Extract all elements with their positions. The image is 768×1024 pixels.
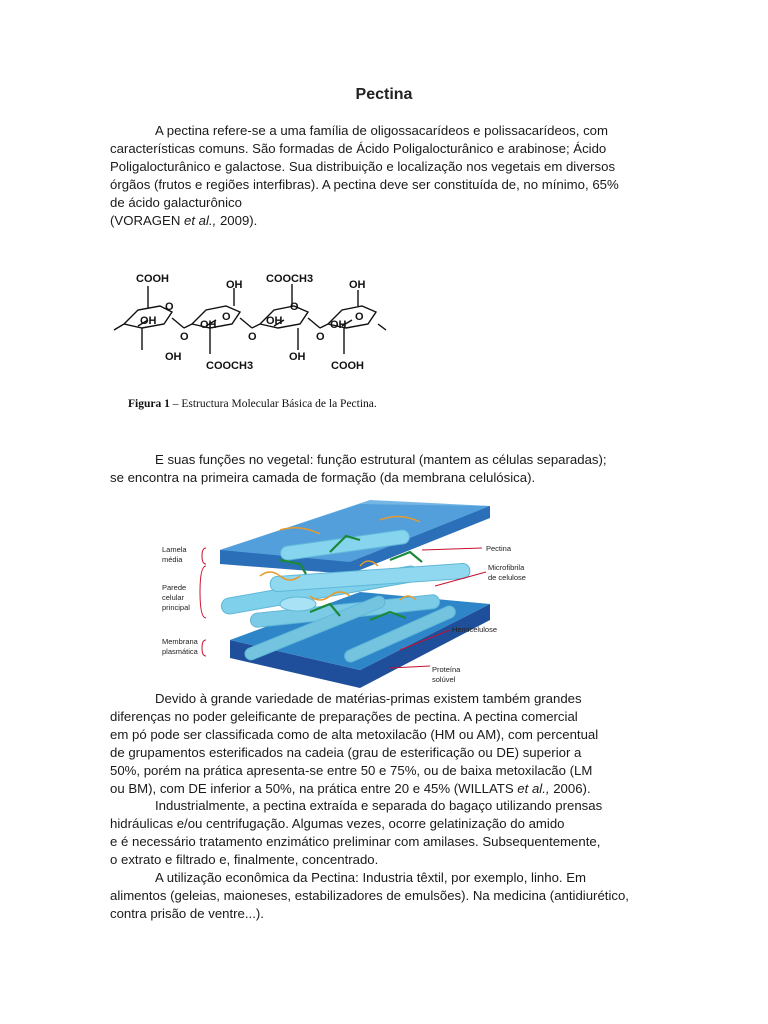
text-line: em pó pode ser classificada como de alta metoxilacão (HM ou AM), com percentual [110, 726, 599, 742]
ring-oxygen-label: O [165, 301, 174, 313]
text-line: órgãos (frutos e regiões interfibras). A pectina deve ser constituída de, no mínimo, 65% [110, 176, 619, 192]
label-middle-lamella: Lamela [162, 545, 187, 554]
cooh-label: COOH [331, 360, 364, 372]
text-line: de ácido galacturônico [110, 194, 242, 210]
citation-author: (VORAGEN [110, 212, 185, 228]
text-line: o extrato e filtrado e, finalmente, concentrado. [110, 852, 379, 868]
link-oxygen-label: O [316, 331, 325, 343]
text-line: Industrialmente, a pectina extraída e separada do bagaço utilizando prensas [155, 798, 603, 814]
oh-label: OH [330, 319, 347, 331]
text-line: e é necessário tratamento enzimático preliminar com amilases. Subsequentemente, [110, 834, 601, 850]
figure-number: Figura 1 [128, 398, 170, 410]
text-line: hidráulicas e/ou centrifugação. Algumas vezes, ocorre gelatinização do amido [110, 816, 565, 832]
figure-caption [128, 398, 377, 410]
figure-caption-text: – Estructura Molecular Básica de la Pectina. [169, 398, 377, 410]
oh-label: OH [140, 315, 157, 327]
text-line: Devido à grande variedade de matérias-primas existem também grandes [155, 691, 582, 706]
label-cellulose-microfibril: Microfibrila [488, 563, 525, 572]
citation-line [110, 780, 670, 798]
text-line: contra prisão de ventre...). [110, 905, 264, 921]
oh-label: OH [349, 279, 366, 291]
cell-wall-diagram [160, 500, 560, 690]
label-primary-wall: principal [162, 603, 190, 612]
pectin-structure-figure [108, 262, 398, 374]
ring-oxygen-label: O [355, 311, 364, 323]
text-line: características comuns. São formadas de Ácido Poligalocturânico e arabinose; Ácido [110, 140, 607, 156]
oh-label: OH [266, 315, 283, 327]
page-title: Pectina [355, 86, 413, 103]
citation-year: 2006). [549, 780, 591, 796]
functions-paragraph [110, 451, 670, 487]
ring-oxygen-label: O [290, 301, 299, 313]
text-line: de grupamentos esterificados na cadeia (grau de esterificação ou DE) superior a [110, 744, 582, 760]
label-plasma-membrane: plasmática [162, 647, 198, 656]
oh-label: OH [200, 319, 217, 331]
text-line: alimentos (geleias, maioneses, estabilizadores de emulsões). Na medicina (antidiurético, [110, 887, 629, 903]
citation-etal: et al., [517, 780, 550, 796]
oh-label: OH [165, 351, 182, 363]
text-line: A utilização econômica da Pectina: Industria têxtil, por exemplo, linho. Em [155, 870, 587, 886]
label-plasma-membrane: Membrana [162, 637, 198, 646]
label-hemicellulose: Hemicelulose [452, 625, 498, 634]
intro-paragraph [110, 122, 670, 229]
properties-paragraph [110, 690, 670, 923]
cooh-label: COOH [136, 273, 169, 285]
label-primary-wall: Parede [162, 583, 187, 592]
text-line: A pectina refere-se a uma família de oligossacarídeos e polissacarídeos, com [155, 123, 609, 138]
citation-line [110, 212, 670, 230]
text-line: 50%, porém na prática apresenta-se entre 50 e 75%, ou de baixa metoxilacão (LM [110, 762, 593, 778]
text-line: E suas funções no vegetal: função estrutural (mantem as células separadas); [155, 452, 607, 467]
label-pectin: Pectina [486, 544, 512, 553]
label-soluble-protein: solúvel [432, 675, 456, 684]
oh-label: OH [226, 279, 243, 291]
citation-year: 2009). [216, 212, 258, 228]
link-oxygen-label: O [248, 331, 257, 343]
cooch3-label: COOCH3 [266, 273, 314, 285]
text-line: Poligalocturânico e galactose. Sua distribuição e localização nos vegetais em diversos [110, 158, 616, 174]
citation-etal: et al., [184, 212, 217, 228]
ring-oxygen-label: O [222, 311, 231, 323]
citation-text: ou BM), com DE inferior a 50%, na prática entre 20 e 45% (WILLATS [110, 780, 518, 796]
oh-label: OH [289, 351, 306, 363]
text-line: diferenças no poder geleificante de preparações de pectina. A pectina comercial [110, 708, 578, 724]
link-oxygen-label: O [180, 331, 189, 343]
label-primary-wall: celular [162, 593, 185, 602]
label-middle-lamella: média [162, 555, 183, 564]
cooch3-label: COOCH3 [206, 360, 254, 372]
label-cellulose-microfibril: de celulose [488, 573, 526, 582]
text-line: se encontra na primeira camada de formação (da membrana celulósica). [110, 469, 536, 485]
label-soluble-protein: Proteína [432, 665, 461, 674]
